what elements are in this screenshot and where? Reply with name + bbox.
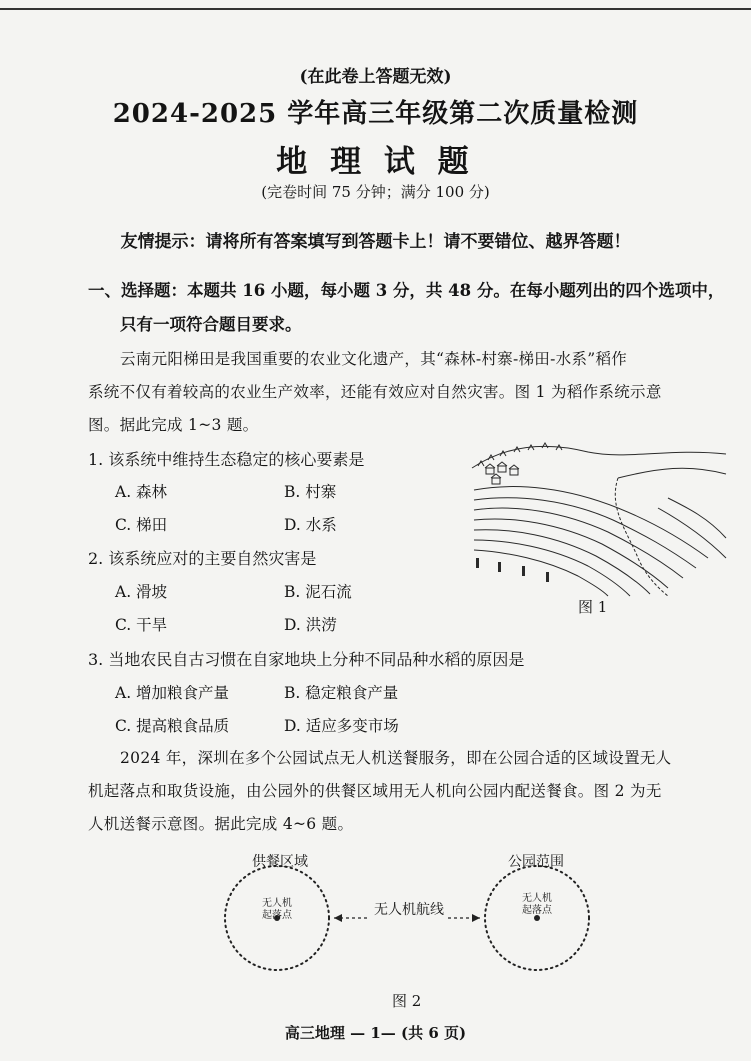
exam-notice: (在此卷上答题无效) — [299, 67, 452, 87]
question-3-option-d: D. 适应多变市场 — [284, 717, 399, 735]
page-footer: 高三地理 — 1— (共 6 页) — [284, 1024, 467, 1042]
supply-point-label-2: 起落点 — [262, 910, 292, 921]
question-1-option-c: C. 梯田 — [115, 516, 168, 534]
figure2-caption: 图 2 — [392, 992, 422, 1010]
passage1-line3: 图。据此完成 1~3 题。 — [88, 416, 259, 434]
question-1-option-a: A. 森林 — [115, 483, 168, 501]
exam-title: 2024-2025 学年高三年级第二次质量检测 — [112, 99, 639, 129]
figure1-caption: 图 1 — [578, 598, 608, 616]
terrace-system-figure — [468, 438, 730, 598]
section-heading: 一、选择题：本题共 16 小题，每小题 3 分，共 48 分。在每小题列出的四个选项中， — [88, 281, 725, 300]
question-3-option-a: A. 增加粮食产量 — [115, 684, 230, 702]
supply-point-label-1: 无人机 — [262, 898, 292, 909]
park-area-label: 公园范围 — [508, 854, 564, 870]
question-2-option-c: C. 干旱 — [115, 616, 168, 634]
question-2-option-b: B. 泥石流 — [284, 583, 352, 601]
passage2-line1: 2024 年，深圳在多个公园试点无人机送餐服务，即在公园合适的区域设置无人 — [120, 749, 672, 767]
passage2-line2: 机起落点和取货设施，由公园外的供餐区域用无人机向公园内配送餐食。图 2 为无 — [88, 782, 662, 800]
exam-subject: 地 理 试 题 — [276, 144, 475, 180]
question-1-stem: 1. 该系统中维持生态稳定的核心要素是 — [88, 450, 365, 469]
top-rule — [0, 8, 751, 10]
route-label: 无人机航线 — [370, 899, 448, 919]
passage2-line3: 人机送餐示意图。据此完成 4~6 题。 — [88, 815, 354, 833]
question-3-stem: 3. 当地农民自古习惯在自家地块上分种不同品种水稻的原因是 — [88, 650, 525, 669]
question-3-option-c: C. 提高粮食品质 — [115, 717, 230, 735]
supply-area-label: 供餐区域 — [252, 854, 308, 870]
passage1-line2: 系统不仅有着较高的农业生产效率，还能有效应对自然灾害。图 1 为稻作系统示意 — [88, 383, 662, 401]
park-point-label-1: 无人机 — [522, 893, 552, 904]
question-1-option-d: D. 水系 — [284, 516, 337, 534]
passage1-line1: 云南元阳梯田是我国重要的农业文化遗产，其“森林-村寨-梯田-水系”稻作 — [120, 350, 628, 368]
question-3-option-b: B. 稳定粮食产量 — [284, 684, 399, 702]
question-2-option-d: D. 洪涝 — [284, 616, 337, 634]
question-2-option-a: A. 滑坡 — [115, 583, 168, 601]
friendly-tip: 友情提示：请将所有答案填写到答题卡上！请不要错位、越界答题！ — [120, 232, 631, 252]
question-2-stem: 2. 该系统应对的主要自然灾害是 — [88, 549, 317, 568]
question-1-option-b: B. 村寨 — [284, 483, 337, 501]
time-info: (完卷时间 75 分钟；满分 100 分) — [261, 183, 490, 201]
section-heading-cont: 只有一项符合题目要求。 — [120, 315, 302, 334]
park-point-label-2: 起落点 — [522, 905, 552, 916]
